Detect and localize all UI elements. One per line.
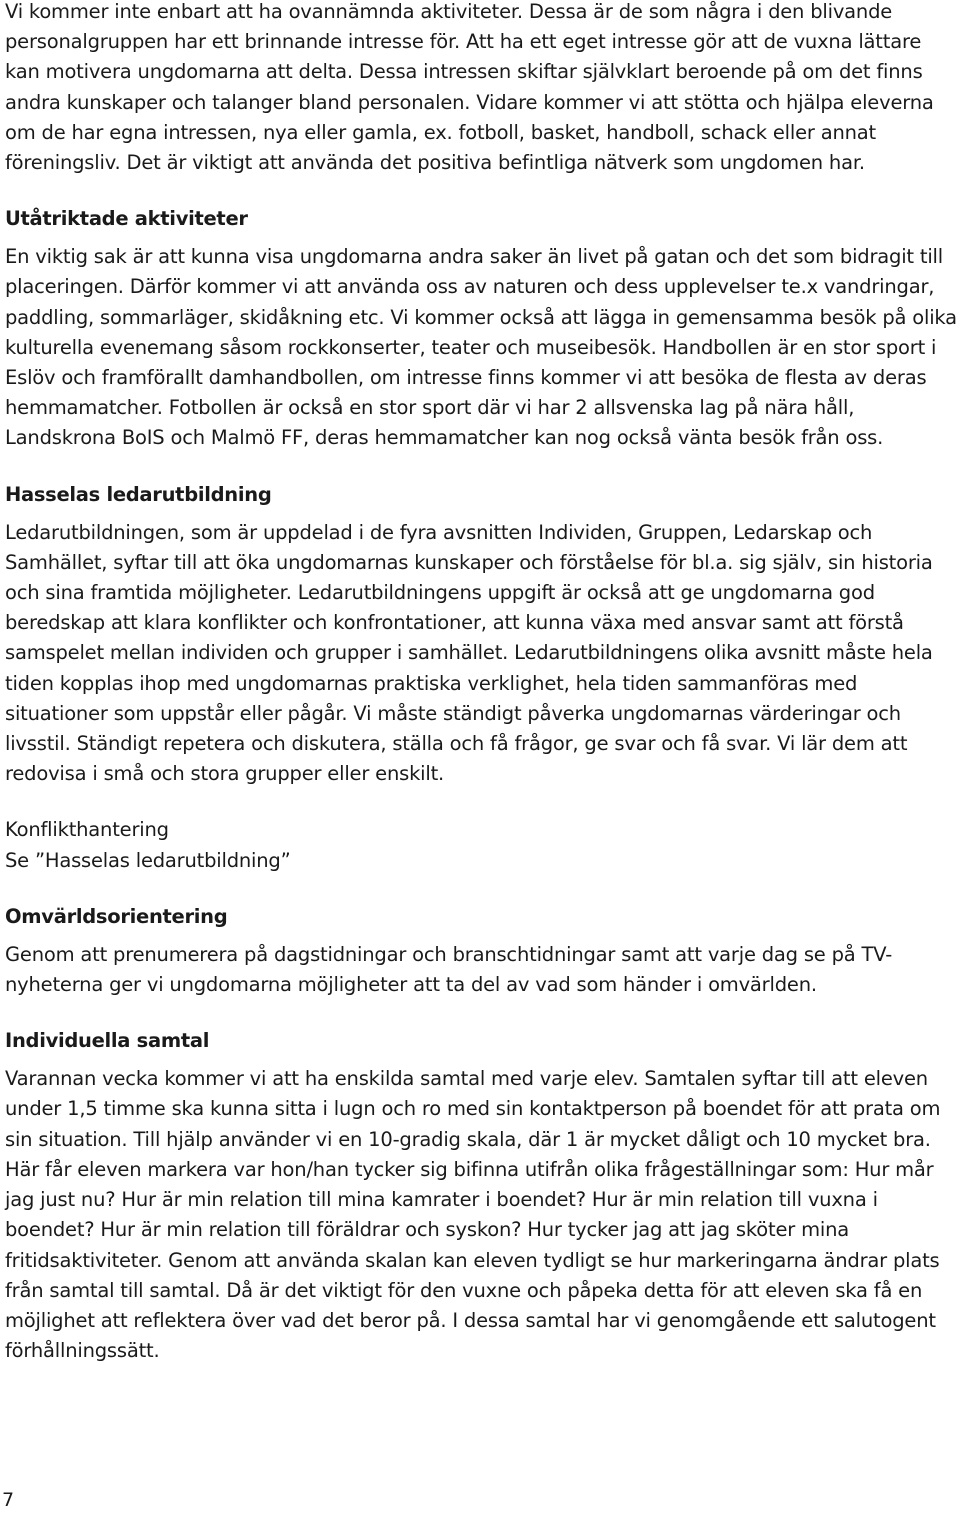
heading-individuella-samtal: Individuella samtal xyxy=(5,1029,210,1053)
paragraph-utatriktade-aktiviteter: En viktig sak är att kunna visa ungdomarna andra saker än livet på gatan och det som bidragit till placeringen. Därför kommer vi att använda oss av naturen och dess upplevelser te.x vandringar, paddling, sommarläger, skidåkning etc. Vi kommer också att lägga in gemensamma besök på olika kulturella evenemang såsom rockkonserter, teater och museibesök. Handbollen är en stor sport i Eslöv och framförallt damhandbollen, om intresse finns kommer vi att besöka de flesta av deras hemmamatcher. Fotbollen är också en stor sport där vi har 2 allsvenska lag på nära håll, Landskrona BoIS och Malmö FF, deras hemmamatcher kan nog också vänta besök från oss. xyxy=(5,245,957,450)
document-page xyxy=(5,0,958,1366)
konflikthantering-label: Konflikthantering xyxy=(5,818,169,842)
konflikthantering-reference: Se ”Hasselas ledarutbildning” xyxy=(5,848,291,872)
heading-utatriktade-aktiviteter: Utåtriktade aktiviteter xyxy=(5,207,248,231)
paragraph-omvarldsorientering: Genom att prenumerera på dagstidningar och branschtidningar samt att varje dag se på TV-nyheterna ger vi ungdomarna möjligheter att ta del av vad som händer i omvärlden. xyxy=(5,942,893,997)
paragraph-individuella-samtal: Varannan vecka kommer vi att ha enskilda samtal med varje elev. Samtalen syftar till att eleven under 1,5 timme ska kunna sitta i lugn och ro med sin kontaktperson på boendet för att prata om sin situation. Till hjälp använder vi en 10-gradig skala, där 1 är mycket dåligt och 10 mycket bra. Här får eleven markera var hon/han tycker sig bifinna utifrån olika frågeställningar som: Hur mår jag just nu? Hur är min relation till mina kamrater i boendet? Hur är min relation till vuxna i boendet? Hur är min relation till föräldrar och syskon? Hur tycker jag att jag sköter mina fritidsaktiviteter. Genom att använda skalan kan eleven tydligt se hur markeringarna ändrar plats från samtal till samtal. Då är det viktigt för den vuxne och påpeka detta för att eleven ska få en möjlighet att reflektera över vad det beror på. I dessa samtal har vi genomgående ett salutogent förhållningssätt. xyxy=(5,1067,941,1363)
konflikthantering-block xyxy=(5,815,958,875)
paragraph-hasselas-ledarutbildning: Ledarutbildningen, som är uppdelad i de fyra avsnitten Individen, Gruppen, Ledarskap och Samhället, syftar till att öka ungdomarnas kunskaper och förståelse för bl.a. sig själv, sin historia och sina framtida möjligheter. Ledarutbildningens uppgift är också att ge ungdomarna god beredskap att klara konflikter och konfrontationer, att kunna växa med ansvar samt att förstå samspelet mellan individen och grupper i samhället. Ledarutbildningens olika avsnitt måste hela tiden kopplas ihop med ungdomarnas praktiska verklighet, hela tiden sammanföras med situationer som uppstår eller pågår. Vi måste ständigt påverka ungdomarnas värderingar och livsstil. Ständigt repetera och diskutera, ställa och få frågor, ge svar och få svar. Vi lär dem att redovisa i små och stora grupper eller enskilt. xyxy=(5,520,933,786)
heading-hasselas-ledarutbildning: Hasselas ledarutbildning xyxy=(5,482,272,506)
heading-omvarldsorientering: Omvärldsorientering xyxy=(5,904,228,928)
page-number: 7 xyxy=(2,1489,15,1511)
intro-paragraph: Vi kommer inte enbart att ha ovannämnda aktiviteter. Dessa är de som några i den blivande personalgruppen har ett brinnande intresse för. Att ha ett eget intresse gör att de vuxna lättare kan motivera ungdomarna att delta. Dessa intressen skiftar självklart beroende på om det finns andra kunskaper och talanger bland personalen. Vidare kommer vi att stötta och hjälpa eleverna om de har egna intressen, nya eller gamla, ex. fotboll, basket, handboll, schack eller annat föreningsliv. Det är viktigt att använda det positiva befintliga nätverk som ungdomen har. xyxy=(5,0,934,175)
